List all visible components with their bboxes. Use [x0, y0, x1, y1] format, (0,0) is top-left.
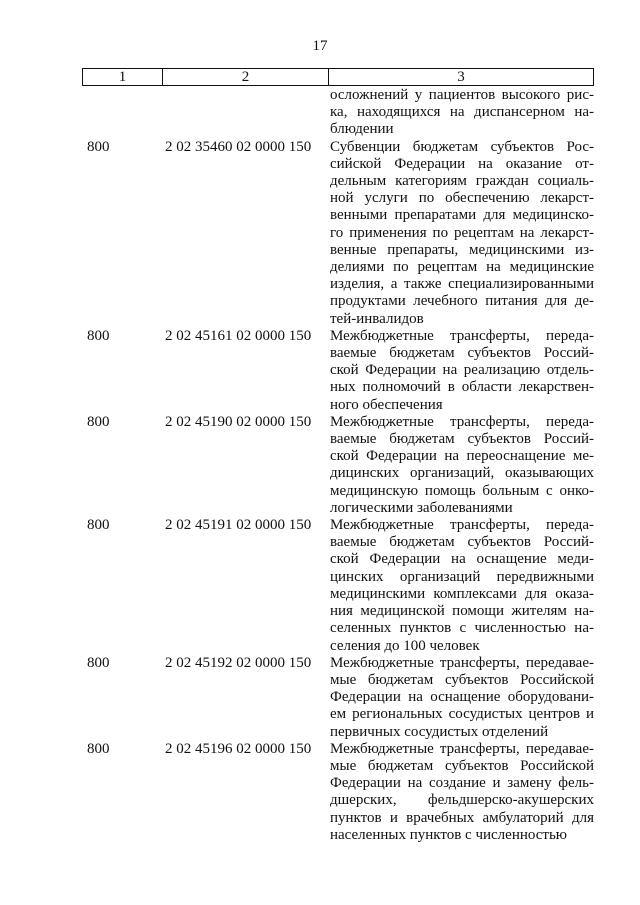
- budget-code-cell: 2 02 45192 02 0000 150: [165, 654, 312, 671]
- table-row: [82, 741, 594, 844]
- description-line: ного обеспечения: [330, 396, 443, 413]
- description-line: селенных пунктов с численностью на-: [330, 620, 594, 637]
- description-line: логическими заболеваниями: [330, 499, 513, 516]
- description-line: дшерских, фельдшерско-акушерских: [330, 792, 594, 809]
- budget-code-cell: 2 02 45190 02 0000 150: [165, 413, 312, 430]
- description-line: продуктами лечебного питания для де-: [330, 293, 594, 310]
- description-line: ния медицинской помощи жителям на-: [330, 603, 594, 620]
- description-cell: [328, 139, 594, 328]
- description-line: Межбюджетные трансферты, переда-: [330, 327, 594, 344]
- description-line: сийской Федерации на оказание от-: [330, 155, 594, 172]
- table-row: [82, 655, 594, 741]
- admin-code-cell: 800: [87, 413, 110, 430]
- description-line: ской Федерации на реализацию отдель-: [330, 362, 594, 379]
- admin-code-cell: 800: [87, 327, 110, 344]
- description-line: ваемые бюджетам субъектов Россий-: [330, 345, 594, 362]
- description-line: Межбюджетные трансферты, переда-: [330, 413, 594, 430]
- description-line: ем региональных сосудистых центров и: [330, 706, 594, 723]
- table-header: [82, 68, 594, 86]
- description-line: ка, находящихся на диспансерном на-: [330, 104, 594, 121]
- description-line: ваемые бюджетам субъектов Россий-: [330, 431, 594, 448]
- description-line: тей-инвалидов: [330, 310, 424, 327]
- description-line: медицинскую помощь больным с онко-: [330, 482, 594, 499]
- description-line: го применения по рецептам на лекарст-: [330, 224, 594, 241]
- description-line: мые бюджетам субъектов Российской: [330, 757, 594, 774]
- description-line: делиями по рецептам на медицинские: [330, 259, 594, 276]
- admin-code-cell: 800: [87, 654, 110, 671]
- description-line: Субвенции бюджетам субъектов Рос-: [330, 138, 594, 155]
- description-line: ской Федерации на переоснащение ме-: [330, 448, 594, 465]
- budget-code-cell: 2 02 45196 02 0000 150: [165, 740, 312, 757]
- column-header-2: 2: [163, 69, 329, 85]
- page-number: 17: [312, 38, 328, 54]
- column-header-1: 1: [83, 69, 163, 85]
- description-line: венными препаратами для медицинско-: [330, 207, 594, 224]
- description-line: Межбюджетные трансферты, переда-: [330, 517, 594, 534]
- description-line: пунктов и врачебных амбулаторий для: [330, 809, 594, 826]
- table-row: [82, 328, 594, 414]
- description-line: первичных сосудистых отделений: [330, 723, 549, 740]
- budget-code-cell: 2 02 35460 02 0000 150: [165, 138, 312, 155]
- description-line: Федерации на оснащение оборудовани-: [330, 689, 594, 706]
- description-line: Межбюджетные трансферты, передавае-: [330, 654, 594, 671]
- description-line: ской Федерации на оснащение меди-: [330, 551, 594, 568]
- table-row: [82, 87, 594, 139]
- description-line: дельным категориям граждан социаль-: [330, 173, 594, 190]
- description-line: медицинскими комплексами для оказа-: [330, 585, 594, 602]
- description-cell: [328, 517, 594, 655]
- table-row: [82, 517, 594, 655]
- description-line: венные препараты, медицинскими из-: [330, 241, 594, 258]
- description-line: блюдении: [330, 121, 394, 138]
- description-line: Межбюджетные трансферты, передавае-: [330, 740, 594, 757]
- description-line: ных полномочий в области лекарствен-: [330, 379, 594, 396]
- admin-code-cell: 800: [87, 740, 110, 757]
- description-cell: [328, 655, 594, 741]
- description-line: цинских организаций передвижными: [330, 568, 594, 585]
- admin-code-cell: 800: [87, 517, 110, 534]
- description-cell: [328, 87, 594, 139]
- description-line: осложнений у пациентов высокого рис-: [330, 87, 594, 103]
- description-line: изделия, а также специализированными: [330, 276, 594, 293]
- table-body: [82, 87, 594, 844]
- budget-code-cell: 2 02 45161 02 0000 150: [165, 327, 312, 344]
- table-row: [82, 139, 594, 328]
- description-line: селения до 100 человек: [330, 637, 480, 654]
- description-cell: [328, 328, 594, 414]
- description-line: Федерации на создание и замену фель-: [330, 775, 594, 792]
- budget-code-cell: 2 02 45191 02 0000 150: [165, 517, 312, 534]
- description-line: мые бюджетам субъектов Российской: [330, 671, 594, 688]
- description-cell: [328, 741, 594, 844]
- description-cell: [328, 414, 594, 517]
- description-line: дицинских организаций, оказывающих: [330, 465, 594, 482]
- table-row: [82, 414, 594, 517]
- admin-code-cell: 800: [87, 138, 110, 155]
- column-header-3: 3: [457, 69, 465, 85]
- description-line: ваемые бюджетам субъектов Россий-: [330, 534, 594, 551]
- description-line: населенных пунктов с численностью: [330, 826, 568, 843]
- description-line: ной услуги по обеспечению лекарст-: [330, 190, 594, 207]
